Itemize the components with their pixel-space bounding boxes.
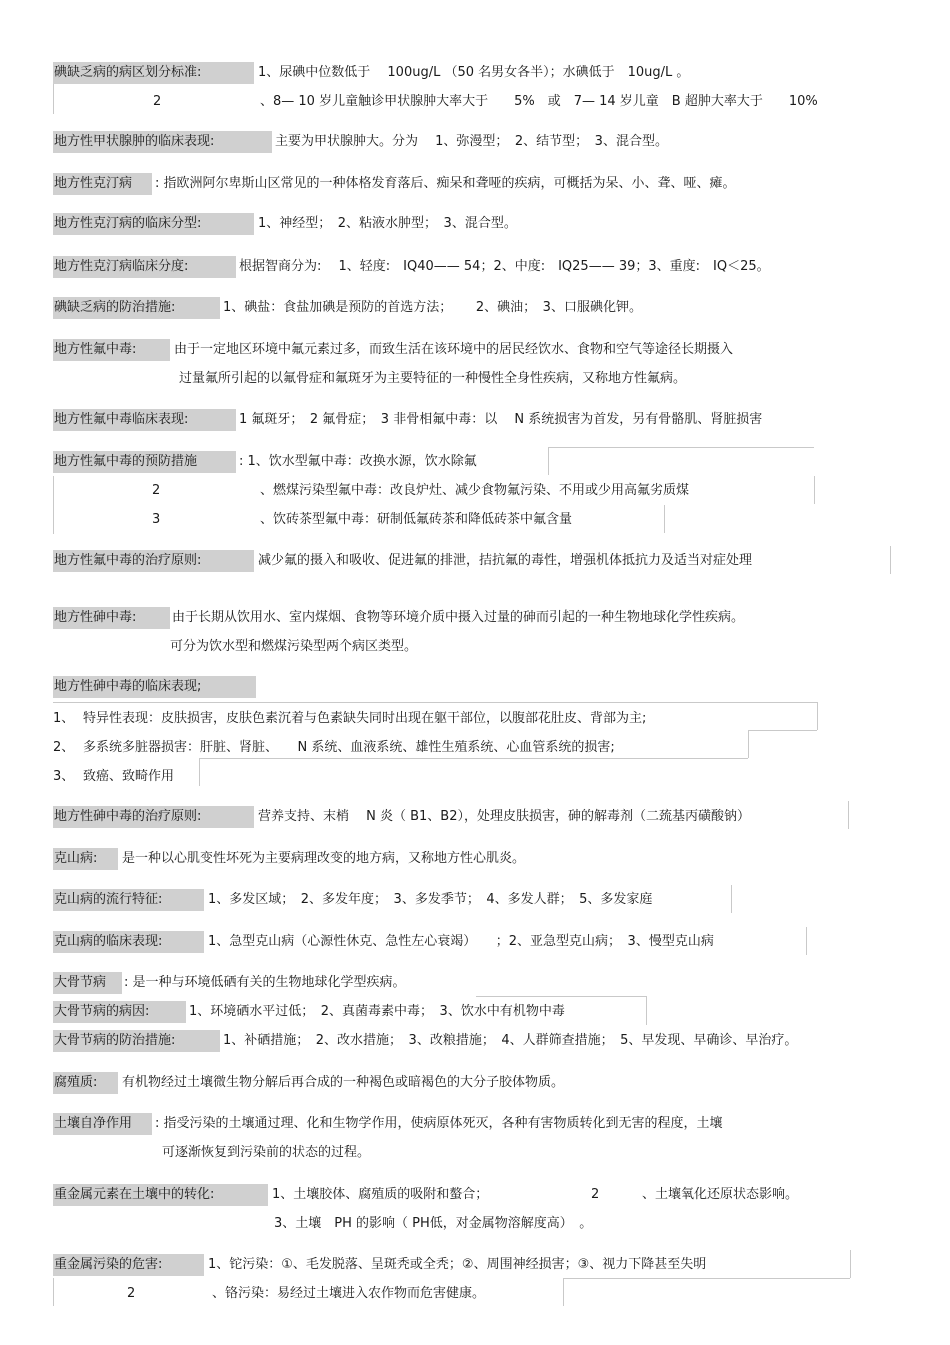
arsenism-clinical-item-2: 多系统多脏器损害：肝脏、肾脏、 N 系统、血液系统、雄性生殖系统、心血管系统的损害; bbox=[83, 740, 615, 755]
arsenism-clinical-number-3: 3、 bbox=[53, 769, 75, 784]
arsenism-clinical-item-3: 致癌、致畸作用 bbox=[83, 769, 175, 784]
fluorosis-prevention-1: : 1、饮水型氟中毒：改换水源，饮水除氟 bbox=[239, 454, 477, 469]
heading-kashin-beck: 大骨节病 bbox=[53, 972, 122, 994]
heavy-metal-transformation-number-2: 2 bbox=[591, 1187, 600, 1202]
iodine-prevention-text: 1、碘盐：食盐加碘是预防的首选方法； 2、碘油； 3、口服碘化钾。 bbox=[223, 300, 642, 315]
divider-line bbox=[664, 505, 665, 533]
heading-cretinism: 地方性克汀病 bbox=[53, 173, 152, 195]
arsenism-definition-line-1: 由于长期从饮用水、室内煤烟、食物等环境介质中摄入过量的砷而引起的一种生物地球化学性疾病。 bbox=[172, 610, 745, 625]
divider-line bbox=[476, 996, 646, 997]
heading-keshan-disease: 克山病: bbox=[53, 848, 118, 870]
heavy-metal-transformation-1: 1、土壤胶体、腐殖质的吸附和螯合； bbox=[272, 1187, 489, 1202]
heading-heavy-metal-hazards: 重金属污染的危害: bbox=[53, 1254, 204, 1276]
heavy-metal-hazard-thallium: 1、铊污染：①、毛发脱落、呈斑秃或全秃；②、周围神经损害；③、视力下降甚至失明 bbox=[208, 1257, 707, 1272]
keshan-clinical-text: 1、急型克山病（心源性休克、急性左心衰竭） ；2、亚急型克山病； 3、慢型克山病 bbox=[208, 934, 714, 949]
keshan-disease-definition: 是一种以心肌变性坏死为主要病理改变的地方病，又称地方性心肌炎。 bbox=[122, 851, 526, 866]
kashin-beck-definition: : 是一种与环境低硒有关的生物地球化学型疾病。 bbox=[124, 975, 406, 990]
fluorosis-prevention-number-3: 3 bbox=[152, 512, 161, 527]
heading-keshan-epidemiology: 克山病的流行特征: bbox=[53, 889, 204, 911]
fluorosis-prevention-2: 、燃煤污染型氟中毒：改良炉灶、减少食物氟污染、不用或少用高氟劣质煤 bbox=[260, 483, 690, 498]
divider-line bbox=[817, 702, 818, 730]
heading-iodine-zoning: 碘缺乏病的病区划分标准: bbox=[53, 62, 254, 84]
cretinism-degree-text: 根据智商分为: 1、轻度: IQ40—— 54；2、中度: IQ25—— 39；3、重度: IQ＜25。 bbox=[239, 259, 770, 274]
heading-humus: 腐殖质: bbox=[53, 1072, 118, 1094]
divider-line bbox=[848, 801, 849, 829]
divider-line bbox=[548, 447, 549, 475]
fluorosis-definition-line-1: 由于一定地区环境中氟元素过多，而致生活在该环境中的居民经饮水、食物和空气等途径长期摄入 bbox=[174, 342, 734, 357]
fluorosis-definition-line-2: 过量氟所引起的以氟骨症和氟斑牙为主要特征的一种慢性全身性疾病，又称地方性氟病。 bbox=[179, 371, 687, 386]
heading-fluorosis-prevention: 地方性氟中毒的预防措施 bbox=[53, 451, 236, 473]
divider-line bbox=[53, 476, 54, 534]
heading-arsenism-treatment: 地方性砷中毒的治疗原则: bbox=[53, 806, 254, 828]
cretinism-types-text: 1、神经型； 2、粘液水肿型； 3、混合型。 bbox=[258, 216, 517, 231]
divider-line bbox=[731, 885, 732, 913]
divider-line bbox=[53, 84, 54, 114]
cretinism-definition: : 指欧洲阿尔卑斯山区常见的一种体格发育落后、痴呆和聋哑的疾病，可概括为呆、小、聋、哑、瘫。 bbox=[155, 176, 736, 191]
divider-line bbox=[748, 730, 817, 731]
iodine-zoning-number-2: 2 bbox=[153, 94, 162, 109]
divider-line bbox=[53, 702, 817, 703]
heading-arsenism-clinical: 地方性砷中毒的临床表现; bbox=[53, 676, 256, 698]
heading-cretinism-degree: 地方性克汀病临床分度: bbox=[53, 256, 236, 278]
heading-fluorosis-clinical: 地方性氟中毒临床表现: bbox=[53, 409, 236, 431]
humus-definition: 有机物经过土壤微生物分解后再合成的一种褐色或暗褐色的大分子胶体物质。 bbox=[122, 1075, 565, 1090]
heavy-metal-hazard-chromium: 、铬污染：易经过土壤进入农作物而危害健康。 bbox=[212, 1286, 486, 1301]
heading-kashin-beck-prevention: 大骨节病的防治措施: bbox=[53, 1030, 220, 1052]
divider-line bbox=[814, 476, 815, 504]
divider-line bbox=[199, 758, 200, 786]
soil-self-purification-line-1: : 指受污染的土壤通过理、化和生物学作用，使病原体死灭，各种有害物质转化到无害的程度，土壤 bbox=[155, 1116, 723, 1131]
divider-line bbox=[806, 927, 807, 955]
divider-line bbox=[646, 996, 647, 1025]
divider-line bbox=[548, 447, 814, 448]
fluorosis-treatment-text: 减少氟的摄入和吸收、促进氟的排泄，拮抗氟的毒性，增强机体抵抗力及适当对症处理 bbox=[258, 553, 753, 568]
kashin-beck-cause-text: 1、环境硒水平过低； 2、真菌毒素中毒； 3、饮水中有机物中毒 bbox=[189, 1004, 565, 1019]
fluorosis-prevention-number-2: 2 bbox=[152, 483, 161, 498]
heading-cretinism-types: 地方性克汀病的临床分型: bbox=[53, 213, 254, 235]
heading-heavy-metal-transformation: 重金属元素在土壤中的转化: bbox=[53, 1184, 268, 1206]
divider-line bbox=[850, 1250, 851, 1278]
arsenism-treatment-text: 营养支持、末梢 N 炎（ B1、B2），处理皮肤损害，砷的解毒剂（二巯基丙磺酸钠） bbox=[258, 809, 751, 824]
heading-arsenism: 地方性砷中毒: bbox=[53, 607, 170, 629]
arsenism-clinical-number-2: 2、 bbox=[53, 740, 75, 755]
divider-line bbox=[563, 1278, 850, 1279]
arsenism-definition-line-2: 可分为饮水型和燃煤污染型两个病区类型。 bbox=[170, 639, 418, 654]
divider-line bbox=[890, 546, 891, 574]
heading-kashin-beck-cause: 大骨节病的病因: bbox=[53, 1001, 186, 1023]
goiter-clinical-text: 主要为甲状腺肿大。分为 1、弥漫型； 2、结节型； 3、混合型。 bbox=[275, 134, 668, 149]
divider-line bbox=[199, 758, 748, 759]
arsenism-clinical-number-1: 1、 bbox=[53, 711, 75, 726]
divider-line bbox=[53, 1278, 54, 1306]
heading-goiter-clinical: 地方性甲状腺肿的临床表现: bbox=[53, 131, 272, 153]
heading-fluorosis-treatment: 地方性氟中毒的治疗原则: bbox=[53, 550, 254, 572]
keshan-epidemiology-text: 1、多发区域； 2、多发年度； 3、多发季节； 4、多发人群； 5、多发家庭 bbox=[208, 892, 653, 907]
fluorosis-clinical-text: 1 氟斑牙； 2 氟骨症； 3 非骨相氟中毒：以 N 系统损害为首发，另有骨骼肌、肾脏损害 bbox=[239, 412, 763, 427]
heading-keshan-clinical: 克山病的临床表现: bbox=[53, 931, 204, 953]
divider-line bbox=[563, 1278, 564, 1306]
soil-self-purification-line-2: 可逐渐恢复到污染前的状态的过程。 bbox=[162, 1145, 371, 1160]
iodine-zoning-criterion-1: 1、尿碘中位数低于 100ug/L （50 名男女各半）；水碘低于 10ug/L 。 bbox=[258, 65, 690, 80]
arsenism-clinical-item-1: 特异性表现：皮肤损害，皮肤色素沉着与色素缺失同时出现在躯干部位，以腹部花肚皮、背部为主; bbox=[83, 711, 647, 726]
heading-iodine-prevention: 碘缺乏病的防治措施: bbox=[53, 297, 220, 319]
divider-line bbox=[748, 730, 749, 758]
heavy-metal-transformation-3: 3、土壤 PH 的影响（ PH低，对金属物溶解度高） 。 bbox=[274, 1216, 593, 1231]
heading-fluorosis: 地方性氟中毒: bbox=[53, 339, 170, 361]
heading-soil-self-purification: 土壤自净作用 bbox=[53, 1113, 152, 1135]
heavy-metal-hazard-number-2: 2 bbox=[127, 1286, 136, 1301]
iodine-zoning-criterion-2: 、8— 10 岁儿童触诊甲状腺肿大率大于 5% 或 7— 14 岁儿童 B 超肿大率大于 10% bbox=[260, 94, 818, 109]
kashin-beck-prevention-text: 1、补硒措施； 2、改水措施； 3、改粮措施； 4、人群筛查措施； 5、早发现、早确诊、早治疗。 bbox=[223, 1033, 798, 1048]
heavy-metal-transformation-2: 、土壤氧化还原状态影响。 bbox=[642, 1187, 799, 1202]
fluorosis-prevention-3: 、饮砖茶型氟中毒：研制低氟砖茶和降低砖茶中氟含量 bbox=[260, 512, 573, 527]
